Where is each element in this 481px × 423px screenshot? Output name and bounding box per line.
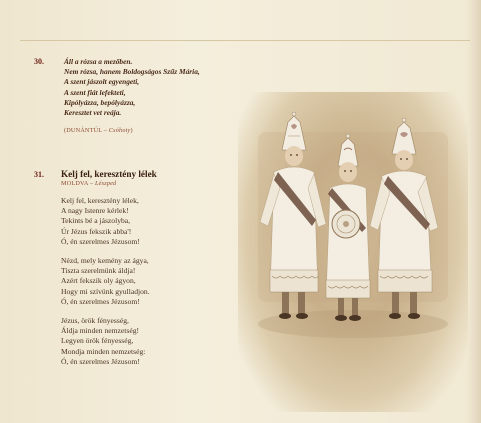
song-title: Kelj fel, keresztény lélek [61,169,157,179]
song-31 [34,169,254,367]
lyric-line: Nézd, mely kemény az ágya, [61,256,149,266]
lyric-line: Legyen örök fényesség, [61,336,134,346]
lyric-line: A nagy Istenre kérlek! [61,206,129,216]
lyric-line: Kelj fel, keresztény lélek, [61,196,139,205]
lyric-line: Mondja minden nemzetség: [61,346,146,356]
page-edge-shadow [467,0,481,423]
lyric-line: Hogy mi szívünk gyulladjon. [61,286,150,296]
origin-place: Lészped [95,180,117,187]
stanza-2 [61,256,254,307]
origin-close: ) [130,127,133,135]
stanza-1 [61,196,254,247]
origin-region: (DUNÁNTÚL – [64,127,109,135]
lyric-line: Ó, én szerelmes Jézusom! [61,356,140,366]
lyric-line: Tekints bé a jászolyba, [61,216,131,226]
origin-place: Csóhoty [108,127,131,135]
lyric-line: A szent jászolt egyengeti, [64,77,140,87]
lyric-line: Nem rózsa, hanem Boldogságos Szűz Mária, [64,67,200,77]
lyric-line: Áll a rózsa a mezőben. [64,57,133,66]
lyric-line: A szent fiát lefekteti, [64,87,126,97]
song-number: 30. [34,57,44,66]
stanza-3 [61,316,254,367]
lyric-line: Úr Jézus fekszik abba'! [61,226,132,236]
sepia-photograph [238,92,468,412]
lyric-line: Keresztet vet reája. [64,108,122,118]
lyric-line: Azért fekszik oly ágyon, [61,276,136,286]
top-divider [20,40,470,41]
lyric-line: Ó, én szerelmes Jézusom! [61,296,140,306]
song-origin [61,180,254,187]
lyric-line: Ó, én szerelmes Jézusom! [61,236,140,246]
lyric-line: Áldja minden nemzetség! [61,326,140,336]
song-number: 31. [34,170,44,179]
origin-region: MOLDVA – [61,180,96,187]
photo-illustration [238,92,468,412]
lyric-line: Jézus, örök fényesség, [61,316,129,326]
lyric-line: Tiszta szerelmünk áldja! [61,266,136,276]
lyric-line: Kipólyázza, bepólyázza, [64,97,136,107]
